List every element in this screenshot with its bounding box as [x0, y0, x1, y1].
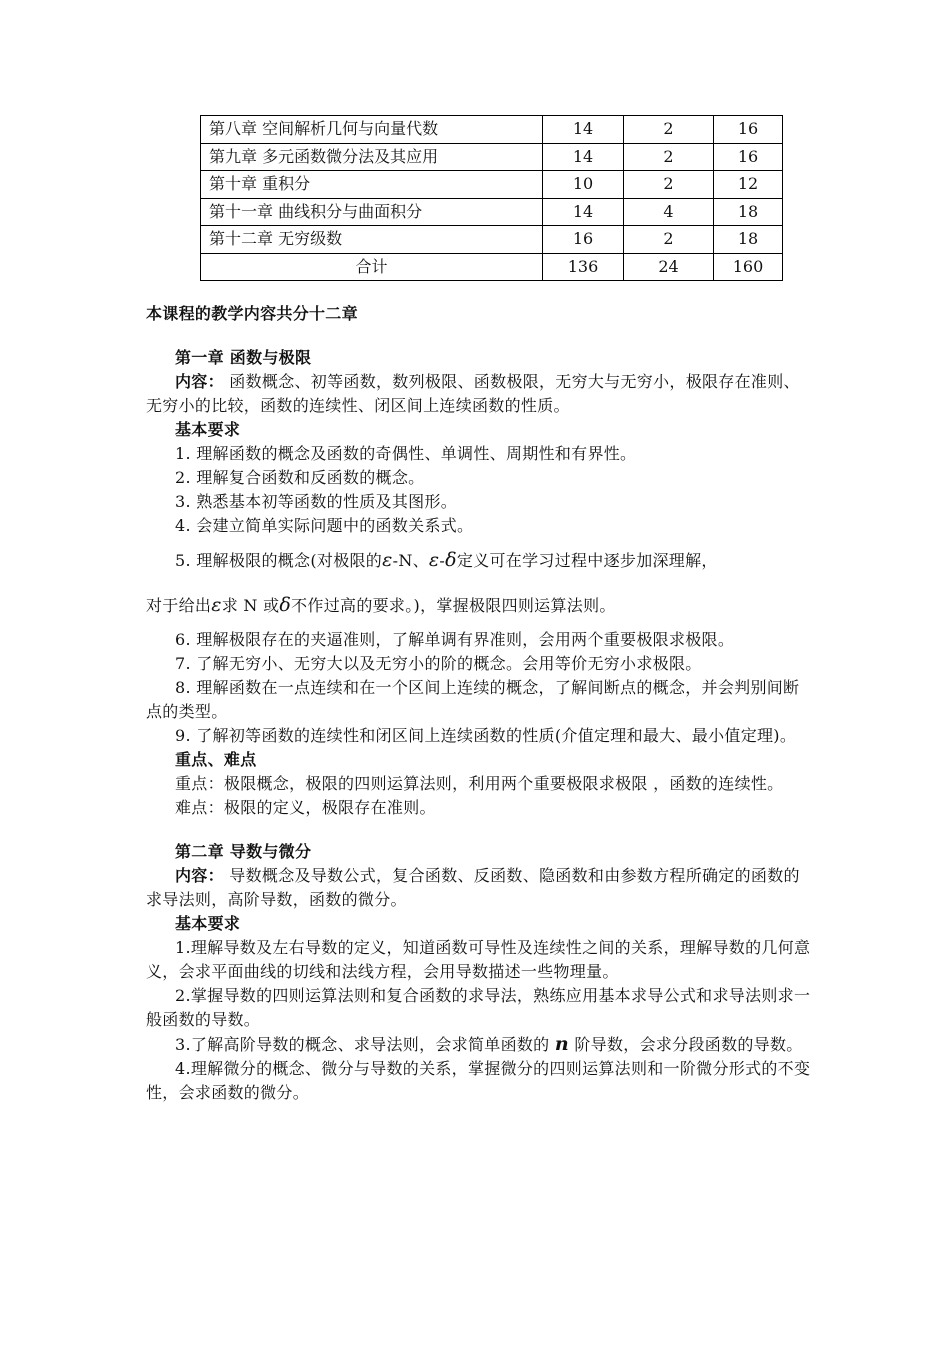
table-row	[201, 143, 783, 171]
hours-cell: 2	[624, 143, 714, 171]
chapter-1-content	[146, 370, 812, 418]
content-text: 导数概念及导数公式，复合函数、反函数、隐函数和由参数方程所确定的函数的求导法则，高阶导数，函数的微分。	[146, 866, 800, 909]
table-row	[201, 171, 783, 199]
hours-cell: 2	[624, 171, 714, 199]
delta-symbol: δ	[445, 549, 457, 571]
list-item: 4. 会建立简单实际问题中的函数关系式。	[175, 516, 474, 535]
list-item: 6. 理解极限存在的夹逼准则，了解单调有界准则，会用两个重要极限求极限。	[175, 630, 735, 649]
list-item: 2.掌握导数的四则运算法则和复合函数的求导法，熟练应用基本求导公式和求导法则求一般函数的导数。	[146, 986, 811, 1029]
hours-cell: 2	[624, 226, 714, 254]
table-row	[201, 226, 783, 254]
chapter-cell: 第十章 重积分	[201, 171, 543, 199]
list-item: 3.了解高阶导数的概念、求导法则，会求简单函数的 n 阶导数，会求分段函数的导数。	[175, 1033, 803, 1055]
n-symbol: n	[554, 1033, 569, 1055]
table-total-row	[201, 253, 783, 281]
chapter-cell: 第十二章 无穷级数	[201, 226, 543, 254]
content-text: 函数概念、初等函数，数列极限、函数极限，无穷大与无穷小，极限存在准则、无穷小的比较，函数的连续性、闭区间上连续函数的性质。	[146, 372, 800, 415]
total-label: 合计	[201, 253, 543, 281]
hours-cell: 16	[714, 116, 783, 144]
list-item: 1. 理解函数的概念及函数的奇偶性、单调性、周期性和有界性。	[175, 444, 637, 463]
chapter-2-title: 第二章 导数与微分	[175, 842, 312, 861]
list-item-5-line2: 对于给出ε求 N 或δ不作过高的要求。)，掌握极限四则运算法则。	[146, 594, 616, 616]
hours-cell: 16	[543, 226, 624, 254]
key-points-label: 重点、难点	[175, 750, 257, 769]
hours-cell: 18	[714, 226, 783, 254]
hours-cell: 2	[624, 116, 714, 144]
hours-cell: 4	[624, 198, 714, 226]
hours-cell: 16	[714, 143, 783, 171]
list-item: 8. 理解函数在一点连续和在一个区间上连续的概念，了解间断点的概念，并会判别间断点的类型。	[146, 678, 800, 721]
hours-cell: 14	[543, 143, 624, 171]
hours-cell: 14	[543, 116, 624, 144]
hours-cell: 10	[543, 171, 624, 199]
content-label: 内容：	[175, 866, 224, 885]
epsilon-symbol: ε	[211, 594, 222, 616]
list-item: 3. 熟悉基本初等函数的性质及其图形。	[175, 492, 458, 511]
list-item: 4.理解微分的概念、微分与导数的关系，掌握微分的四则运算法则和一阶微分形式的不变性，会求函数的微分。	[146, 1059, 811, 1102]
chapter-cell: 第十一章 曲线积分与曲面积分	[201, 198, 543, 226]
chapter-2-content	[146, 864, 812, 912]
requirements-label: 基本要求	[175, 420, 241, 439]
list-item: 1.理解导数及左右导数的定义，知道函数可导性及连续性之间的关系，理解导数的几何意义，会求平面曲线的切线和法线方程，会用导数描述一些物理量。	[146, 938, 811, 981]
hours-cell: 12	[714, 171, 783, 199]
delta-symbol: δ	[279, 594, 292, 616]
list-item-5-line1: 5. 理解极限的概念(对极限的ε-N、ε-δ定义可在学习过程中逐步加深理解，	[175, 549, 718, 571]
list-item: 7. 了解无穷小、无穷大以及无穷小的阶的概念。会用等价无穷小求极限。	[175, 654, 702, 673]
epsilon-symbol: ε	[382, 549, 393, 571]
table-row	[201, 198, 783, 226]
epsilon-symbol: ε	[428, 549, 440, 571]
class-hours-table	[200, 115, 783, 281]
table-row	[201, 116, 783, 144]
chapter-cell: 第九章 多元函数微分法及其应用	[201, 143, 543, 171]
key-points-text: 重点：极限概念，极限的四则运算法则，利用两个重要极限求极限 ，函数的连续性。	[175, 774, 784, 793]
requirements-label: 基本要求	[175, 914, 241, 933]
total-cell: 24	[624, 253, 714, 281]
difficulties-text: 难点：极限的定义，极限存在准则。	[175, 798, 436, 817]
content-label: 内容：	[175, 372, 224, 391]
chapter-1-title: 第一章 函数与极限	[175, 348, 312, 367]
intro-heading: 本课程的教学内容共分十二章	[146, 304, 358, 323]
list-item: 9. 了解初等函数的连续性和闭区间上连续函数的性质(介值定理和最大、最小值定理)。	[175, 726, 797, 745]
hours-cell: 18	[714, 198, 783, 226]
hours-cell: 14	[543, 198, 624, 226]
chapter-cell: 第八章 空间解析几何与向量代数	[201, 116, 543, 144]
syllabus-content	[146, 302, 812, 1105]
total-cell: 136	[543, 253, 624, 281]
list-item: 2. 理解复合函数和反函数的概念。	[175, 468, 425, 487]
total-cell: 160	[714, 253, 783, 281]
